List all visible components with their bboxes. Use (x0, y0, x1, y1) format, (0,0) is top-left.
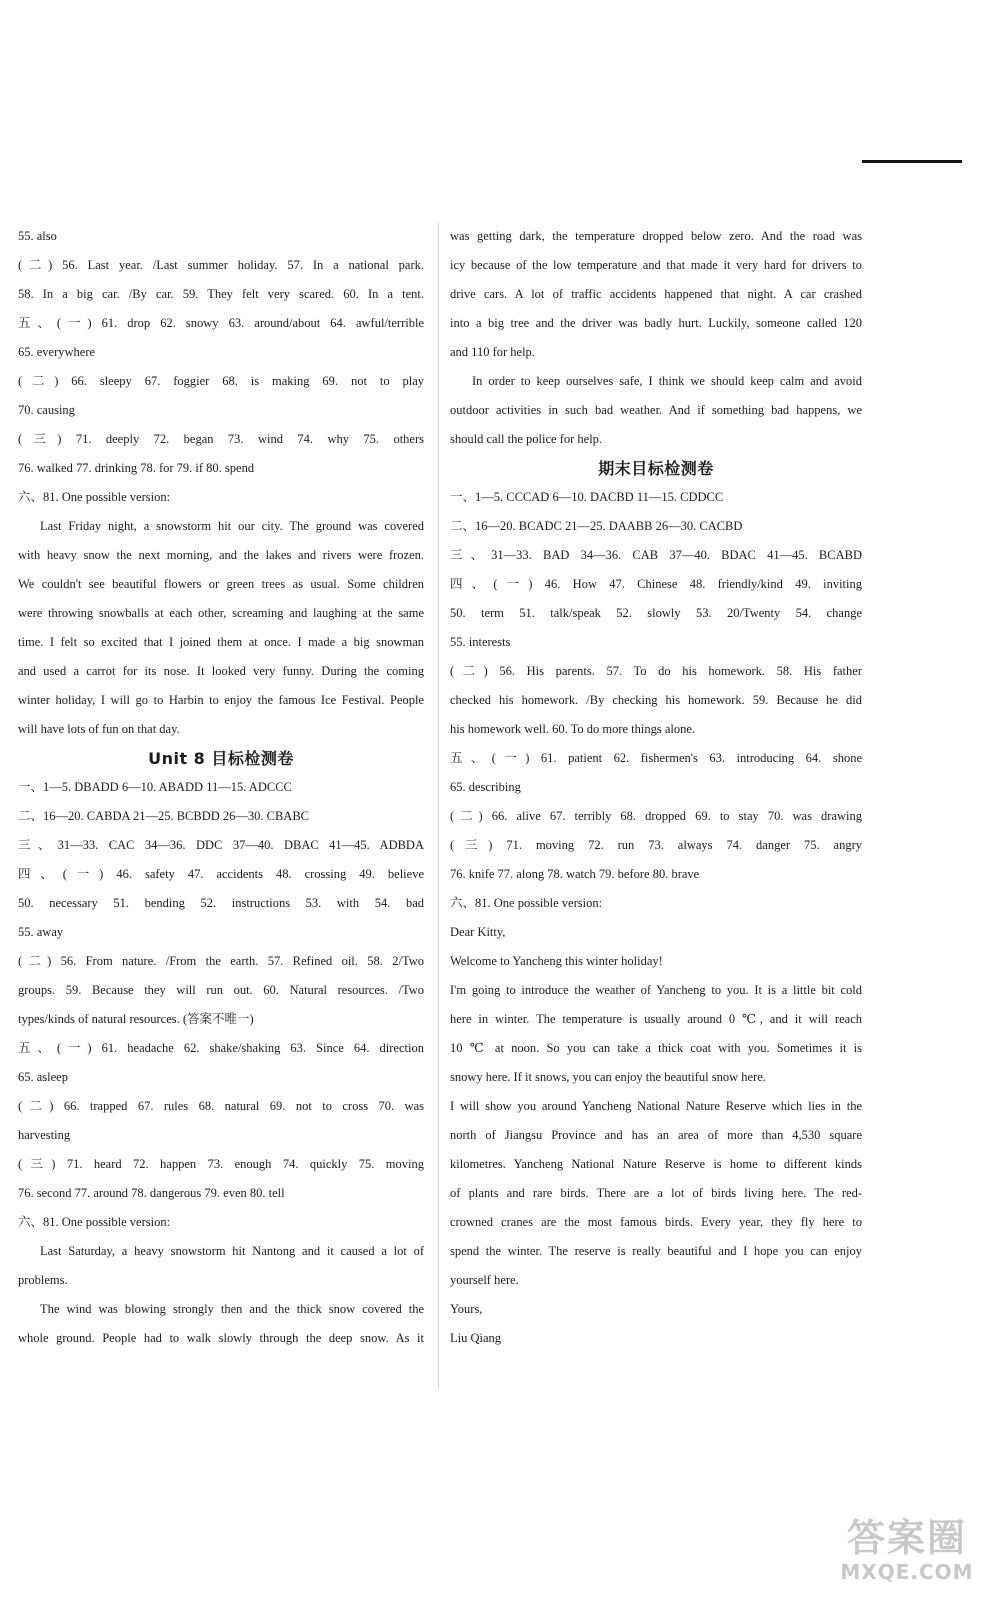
text-line: checked his homework. /By checking his homework. 59. Because he did (450, 693, 862, 707)
text-line: 三、31—33. BAD 34—36. CAB 37—40. BDAC 41—45. BCABD (450, 548, 862, 562)
text-line: snowy here. If it snows, you can enjoy the beautiful snow here. (450, 1070, 766, 1084)
text-line: 76. knife 77. along 78. watch 79. before 80. brave (450, 867, 700, 881)
text-line: I will show you around Yancheng National Nature Reserve which lies in the (450, 1099, 862, 1113)
text-line: 六、81. One possible version: (18, 490, 171, 504)
watermark-url: MXQE.COM (840, 1560, 974, 1584)
text-line: 四、(一) 46. safety 47. accidents 48. crossing 49. believe (18, 867, 424, 881)
text-line: 50. necessary 51. bending 52. instructions 53. with 54. bad (18, 896, 424, 910)
text-line: (二) 66. sleepy 67. foggier 68. is making 69. not to play (18, 374, 424, 388)
left-column (18, 222, 424, 1353)
text-line: 六、81. One possible version: (450, 896, 603, 910)
text-line: 五、(一) 61. headache 62. shake/shaking 63. Since 64. direction (18, 1041, 424, 1055)
text-line: of plants and rare birds. There are a lot of birds living here. The red- (450, 1186, 862, 1200)
text-line: I'm going to introduce the weather of Yancheng to you. It is a little bit cold (450, 983, 862, 997)
text-line: winter holiday, I will go to Harbin to enjoy the famous Ice Festival. People (18, 693, 424, 707)
text-line: 65. everywhere (18, 345, 96, 359)
text-line: The wind was blowing strongly then and the thick snow covered the (40, 1302, 424, 1316)
text-line: 76. walked 77. drinking 78. for 79. if 80. spend (18, 461, 255, 475)
text-line: his homework well. 60. To do more things alone. (450, 722, 696, 736)
text-line: 五、(一) 61. patient 62. fishermen's 63. introducing 64. shone (450, 751, 862, 765)
text-line: 三、31—33. CAC 34—36. DDC 37—40. DBAC 41—45. ADBDA (18, 838, 424, 852)
text-line: here in winter. The temperature is usually around 0 ℃, and it will reach (450, 1012, 862, 1026)
text-line: groups. 59. Because they will run out. 60. Natural resources. /Two (18, 983, 424, 997)
text-line: spend the winter. The reserve is really beautiful and I hope you can enjoy (450, 1244, 862, 1258)
text-line: 五、(一) 61. drop 62. snowy 63. around/about 64. awful/terrible (18, 316, 424, 330)
text-line: will have lots of fun on that day. (18, 722, 180, 736)
site-watermark (832, 1516, 982, 1588)
text-line: In order to keep ourselves safe, I think we should keep calm and avoid (472, 374, 862, 388)
page-header-rule (862, 160, 962, 163)
text-line: Welcome to Yancheng this winter holiday! (450, 954, 663, 968)
text-line: and 110 for help. (450, 345, 535, 359)
text-line: 55. also (18, 229, 57, 243)
text-line: 70. causing (18, 403, 75, 417)
text-line: (二) 56. From nature. /From the earth. 57. Refined oil. 58. 2/Two (18, 954, 424, 968)
text-line: Last Saturday, a heavy snowstorm hit Nantong and it caused a lot of (40, 1244, 424, 1258)
text-line: icy because of the low temperature and that made it very hard for drivers to (450, 258, 862, 272)
text-line: (二) 66. alive 67. terribly 68. dropped 69. to stay 70. was drawing (450, 809, 862, 823)
text-line: whole ground. People had to walk slowly through the deep snow. As it (18, 1331, 424, 1345)
text-line: outdoor activities in such bad weather. And if something bad happens, we (450, 403, 862, 417)
text-line: (二) 56. Last year. /Last summer holiday. 57. In a national park. (18, 258, 424, 272)
section-heading: Unit 8 目标检测卷 (148, 749, 294, 768)
text-line: drive cars. A lot of traffic accidents happened that night. A car crashed (450, 287, 862, 301)
text-line: We couldn't see beautiful flowers or green trees as usual. Some children (18, 577, 424, 591)
text-line: kilometres. Yancheng National Nature Reserve is home to different kinds (450, 1157, 862, 1171)
watermark-logo-text: 答案圈 (846, 1516, 967, 1560)
text-line: (二) 66. trapped 67. rules 68. natural 69. not to cross 70. was (18, 1099, 424, 1113)
text-line: Yours, (450, 1302, 483, 1316)
text-line: crowned cranes are the most famous birds. Every year, they fly here to (450, 1215, 862, 1229)
text-line: should call the police for help. (450, 432, 603, 446)
text-line: (三) 71. moving 72. run 73. always 74. danger 75. angry (450, 838, 862, 852)
text-line: yourself here. (450, 1273, 519, 1287)
text-line: problems. (18, 1273, 68, 1287)
text-line: Liu Qiang (450, 1331, 502, 1345)
text-line: 76. second 77. around 78. dangerous 79. even 80. tell (18, 1186, 285, 1200)
text-line: harvesting (18, 1128, 71, 1142)
text-line: with heavy snow the next morning, and the lakes and rivers were frozen. (18, 548, 424, 562)
text-line: 一、1—5. CCCAD 6—10. DACBD 11—15. CDDCC (450, 490, 724, 504)
text-line: 二、16—20. CABDA 21—25. BCBDD 26—30. CBABC (18, 809, 310, 823)
text-line: 55. interests (450, 635, 511, 649)
text-line: north of Jiangsu Province and has an area of more than 4,530 square (450, 1128, 862, 1142)
text-line: 一、1—5. DBADD 6—10. ABADD 11—15. ADCCC (18, 780, 292, 794)
text-line: was getting dark, the temperature dropped below zero. And the road was (450, 229, 862, 243)
text-line: 55. away (18, 925, 64, 939)
text-line: 65. asleep (18, 1070, 68, 1084)
text-line: (二) 56. His parents. 57. To do his homework. 58. His father (450, 664, 862, 678)
text-line: 65. describing (450, 780, 521, 794)
text-line: Dear Kitty, (450, 925, 506, 939)
text-line: and used a carrot for its nose. It looked very funny. During the coming (18, 664, 424, 678)
text-line: time. I felt so excited that I joined them at once. I made a big snowman (18, 635, 424, 649)
text-line: into a big tree and the driver was badly hurt. Luckily, someone called 120 (450, 316, 862, 330)
text-line: 四、(一) 46. How 47. Chinese 48. friendly/kind 49. inviting (450, 577, 862, 591)
text-line: Last Friday night, a snowstorm hit our city. The ground was covered (40, 519, 424, 533)
text-line: 10 ℃ at noon. So you can take a thick coat with you. Sometimes it is (450, 1041, 862, 1055)
text-line: (三) 71. heard 72. happen 73. enough 74. quickly 75. moving (18, 1157, 424, 1171)
text-line: types/kinds of natural resources. (答案不唯一) (18, 1012, 254, 1026)
section-heading: 期末目标检测卷 (598, 459, 714, 478)
text-line: were throwing snowballs at each other, screaming and laughing at the same (18, 606, 424, 620)
text-line: (三) 71. deeply 72. began 73. wind 74. why 75. others (18, 432, 424, 446)
text-line: 六、81. One possible version: (18, 1215, 171, 1229)
text-line: 二、16—20. BCADC 21—25. DAABB 26—30. CACBD (450, 519, 743, 533)
column-divider (438, 222, 439, 1390)
text-line: 50. term 51. talk/speak 52. slowly 53. 20/Twenty 54. change (450, 606, 862, 620)
right-column (450, 222, 862, 1353)
text-line: 58. In a big car. /By car. 59. They felt very scared. 60. In a tent. (18, 287, 424, 301)
